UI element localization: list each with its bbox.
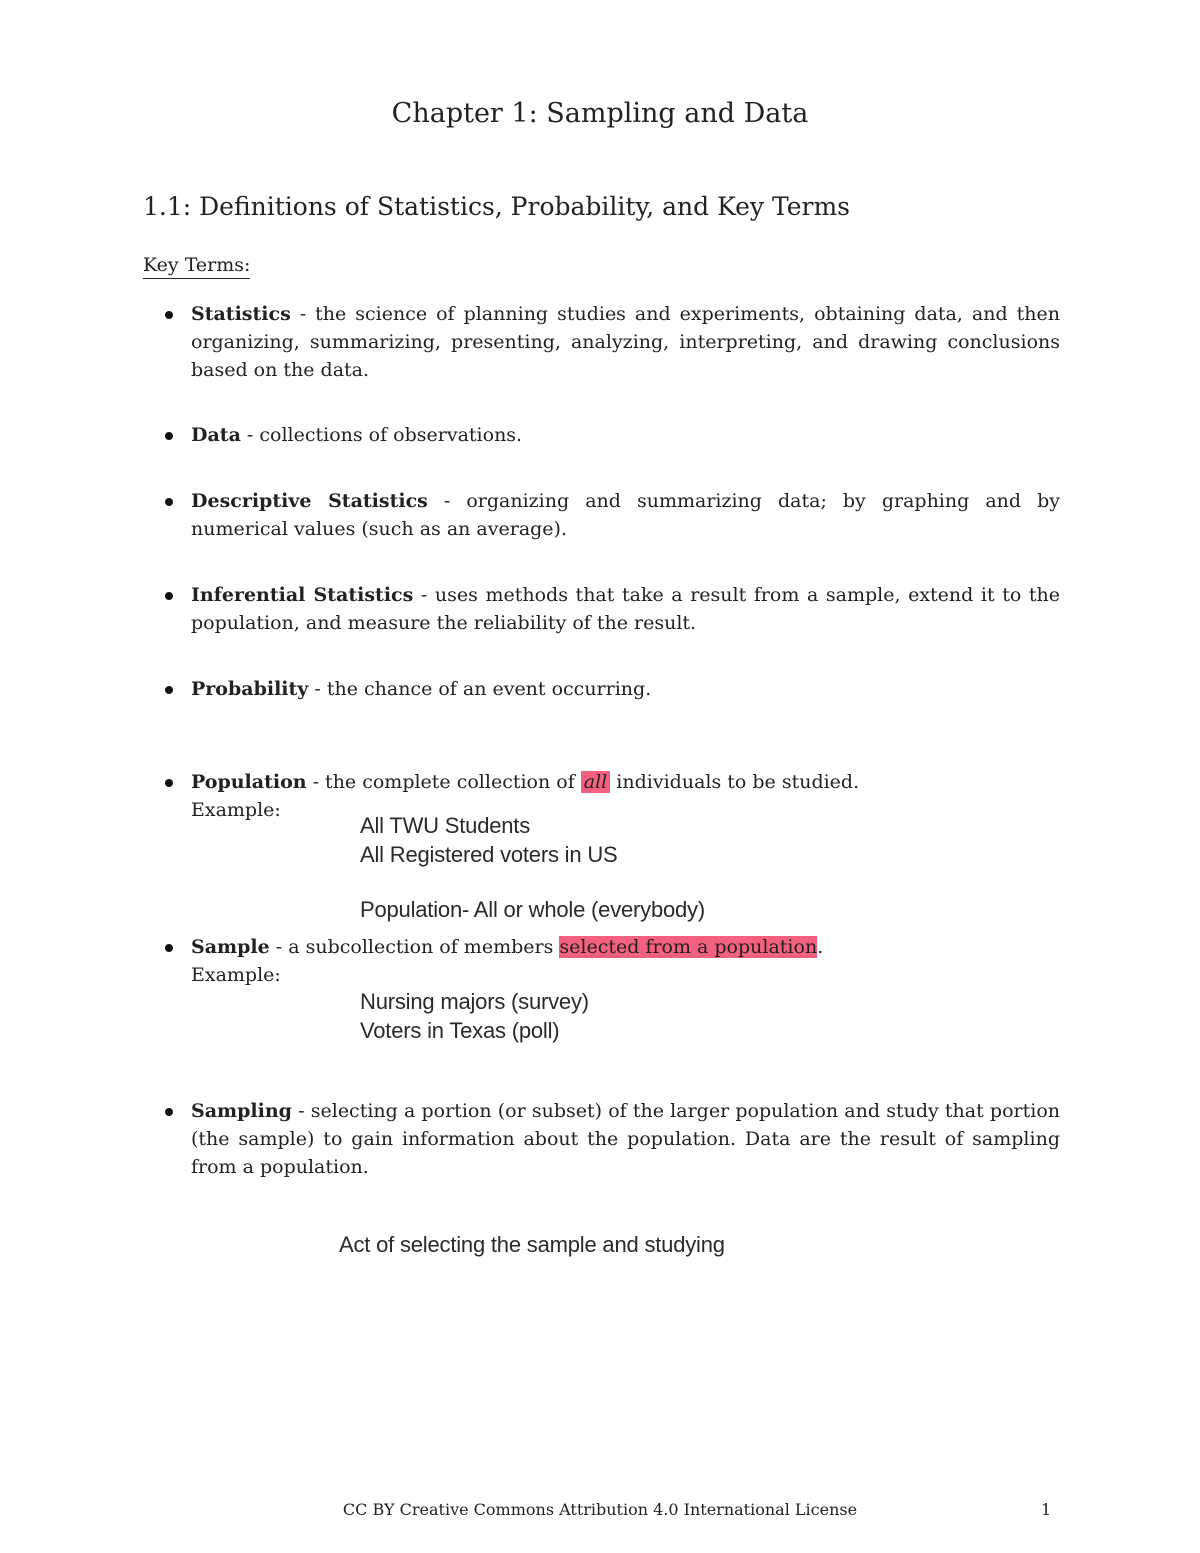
list-item-descriptive-statistics: [165, 487, 1060, 543]
section-title: 1.1: Definitions of Statistics, Probability, and Key Terms: [143, 192, 850, 221]
highlighted-phrase: selected from a population: [559, 936, 818, 958]
term-label: Inferential Statistics: [191, 584, 414, 606]
list-item-inferential-statistics: [165, 581, 1060, 637]
example-label: Example:: [191, 799, 281, 821]
bullet-icon: [165, 311, 173, 319]
term-definition: - uses methods that take a result from a sample, extend it to the population, and measure the reliability of the result.: [191, 584, 1060, 634]
term-label: Sample: [191, 936, 270, 958]
term-label: Population: [191, 771, 307, 793]
handwritten-note: Population- All or whole (everybody): [360, 897, 705, 922]
bullet-icon: [165, 592, 173, 600]
list-item-data: [165, 421, 1060, 449]
term-definition-end: individuals to be studied.: [610, 771, 860, 793]
term-definition: - collections of observations.: [240, 424, 523, 446]
list-item-population: [165, 768, 1060, 824]
handwritten-note: Act of selecting the sample and studying: [339, 1232, 725, 1257]
chapter-title: Chapter 1: Sampling and Data: [391, 98, 809, 129]
bullet-icon: [165, 498, 173, 506]
term-label: Data: [191, 424, 241, 446]
page-number: 1: [1041, 1500, 1052, 1519]
handwritten-note: All Registered voters in US: [360, 842, 618, 867]
list-item-sampling: [165, 1097, 1060, 1181]
footer-license: CC BY Creative Commons Attribution 4.0 International License: [342, 1500, 858, 1519]
term-label: Descriptive Statistics: [191, 490, 428, 512]
term-definition: - organizing and summarizing data; by graphing and by numerical values (such as an average).: [191, 490, 1060, 540]
term-label: Statistics: [191, 303, 291, 325]
list-item-probability: [165, 675, 1060, 703]
bullet-icon: [165, 944, 173, 952]
bullet-icon: [165, 1108, 173, 1116]
list-item-sample: [165, 933, 1060, 989]
term-definition-end: .: [817, 936, 824, 958]
list-item-statistics: [165, 300, 1060, 384]
key-terms-heading: Key Terms:: [143, 254, 250, 279]
term-label: Probability: [191, 678, 309, 700]
handwritten-note: All TWU Students: [360, 813, 531, 838]
term-definition: - selecting a portion (or subset) of the larger population and study that portion (the sample) to gain information about the population. Data are the result of sampling from a population.: [191, 1100, 1060, 1178]
bullet-icon: [165, 779, 173, 787]
bullet-icon: [165, 686, 173, 694]
term-definition: - the complete collection of: [306, 771, 581, 793]
term-definition: - the chance of an event occurring.: [308, 678, 652, 700]
handwritten-note: Voters in Texas (poll): [360, 1018, 560, 1043]
highlighted-word: all: [581, 771, 610, 793]
term-label: Sampling: [191, 1100, 292, 1122]
example-label: Example:: [191, 964, 281, 986]
term-definition: - a subcollection of members: [269, 936, 560, 958]
bullet-icon: [165, 432, 173, 440]
term-definition: - the science of planning studies and experiments, obtaining data, and then organizing, summarizing, presenting, analyzing, interpreting, and drawing conclusions based on the data.: [191, 303, 1060, 381]
handwritten-note: Nursing majors (survey): [360, 989, 589, 1014]
